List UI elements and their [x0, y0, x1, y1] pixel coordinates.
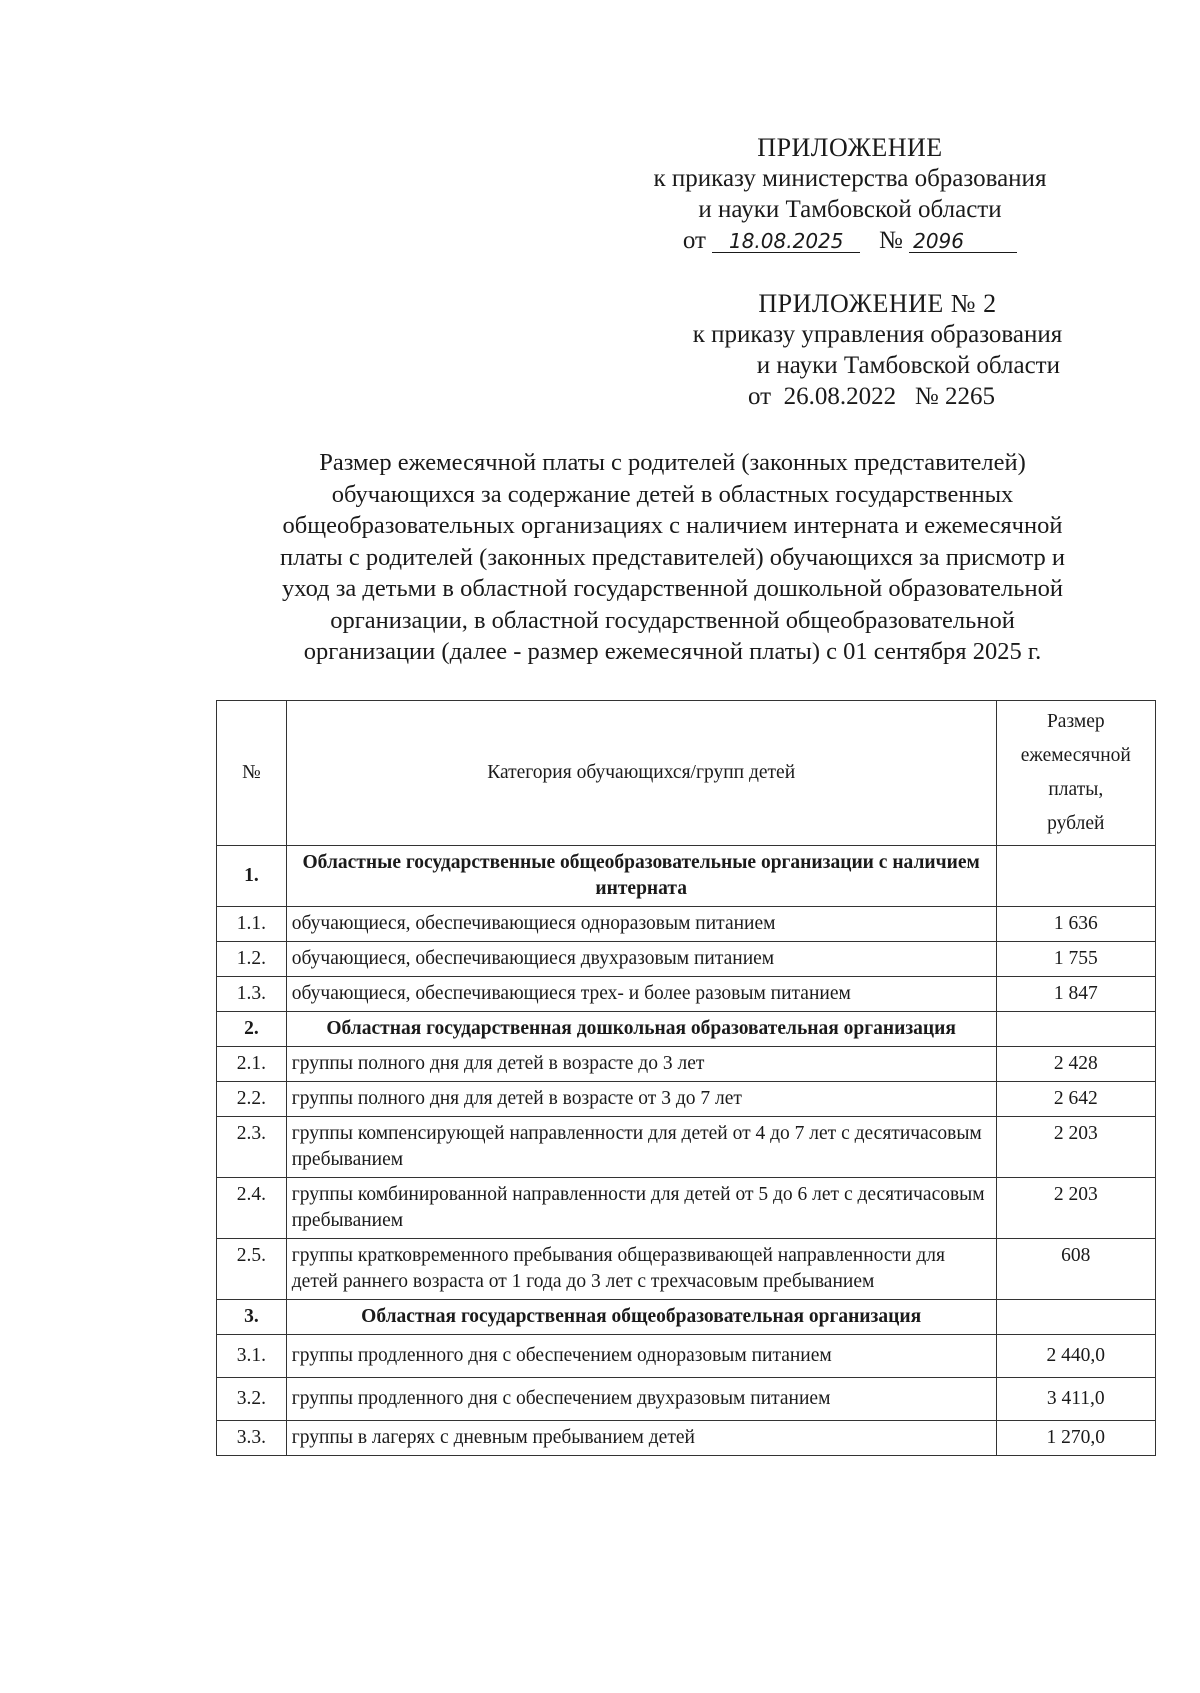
- section-row: [217, 846, 1156, 907]
- row-fee: 2 203: [996, 1117, 1155, 1178]
- annex-1-handwritten-number: 2096: [909, 230, 1017, 253]
- row-number: 2.1.: [217, 1047, 287, 1082]
- row-number: 3.1.: [217, 1335, 287, 1378]
- fees-table: [216, 700, 1156, 1456]
- row-fee: 2 428: [996, 1047, 1155, 1082]
- table-row: [217, 1117, 1156, 1178]
- row-fee: 1 847: [996, 977, 1155, 1012]
- document-title-line: обучающихся за содержание детей в областных государственных: [331, 480, 1014, 508]
- row-category: группы полного дня для детей в возрасте от 3 до 7 лет: [286, 1082, 996, 1117]
- row-fee: [996, 1300, 1155, 1335]
- table-row: [217, 1178, 1156, 1239]
- row-category: обучающиеся, обеспечивающиеся двухразовым питанием: [286, 942, 996, 977]
- row-category: обучающиеся, обеспечивающиеся одноразовым питанием: [286, 907, 996, 942]
- row-number: 3.: [217, 1300, 287, 1335]
- row-fee: 2 203: [996, 1178, 1155, 1239]
- row-number: 2.2.: [217, 1082, 287, 1117]
- document-title-line: общеобразовательных организациях с наличием интерната и ежемесячной: [282, 512, 1063, 539]
- header-fee-line: ежемесячной: [1020, 745, 1131, 766]
- annex-2-header: [690, 288, 1065, 412]
- document-title-line: платы с родителей (законных представителей) обучающихся за присмотр и: [280, 543, 1065, 571]
- table-row: [217, 1421, 1156, 1456]
- row-number: 2.5.: [217, 1239, 287, 1300]
- table-row: [217, 907, 1156, 942]
- annex-1-handwritten-date: 18.08.2025: [712, 230, 860, 253]
- document-title-line: организации, в областной государственной общеобразовательной: [330, 606, 1015, 634]
- annex-1-date-prefix: от: [682, 227, 706, 254]
- section-row: [217, 1300, 1156, 1335]
- annex-2-line-2: и науки Тамбовской области: [756, 352, 1060, 379]
- header-fee-line: платы,: [1048, 779, 1104, 800]
- row-fee: 2 440,0: [996, 1335, 1155, 1378]
- row-category: Областные государственные общеобразовательные организации с наличием интерната: [286, 846, 996, 907]
- header-number: №: [217, 701, 287, 846]
- row-category: группы компенсирующей направленности для детей от 4 до 7 лет с десятичасовым пребыванием: [286, 1117, 996, 1178]
- header-fee-line: рублей: [1047, 813, 1105, 834]
- document-title-line: Размер ежемесячной платы с родителей (законных представителей): [319, 449, 1026, 476]
- row-category: группы комбинированной направленности для детей от 5 до 6 лет с десятичасовым пребыванием: [286, 1178, 996, 1239]
- row-number: 1.3.: [217, 977, 287, 1012]
- annex-1-line-2: и науки Тамбовской области: [698, 196, 1002, 223]
- row-fee: [996, 1012, 1155, 1047]
- annex-2-line-3: от 26.08.2022 № 2265: [748, 383, 995, 410]
- row-category: обучающиеся, обеспечивающиеся трех- и более разовым питанием: [286, 977, 996, 1012]
- row-category: группы полного дня для детей в возрасте до 3 лет: [286, 1047, 996, 1082]
- table-row: [217, 1378, 1156, 1421]
- row-category: Областная государственная дошкольная образовательная организация: [286, 1012, 996, 1047]
- table-row: [217, 942, 1156, 977]
- row-category: Областная государственная общеобразовательная организация: [286, 1300, 996, 1335]
- section-row: [217, 1012, 1156, 1047]
- header-category: Категория обучающихся/групп детей: [286, 701, 996, 846]
- table-header-row: [217, 701, 1156, 846]
- row-number: 2.4.: [217, 1178, 287, 1239]
- annex-1-title: ПРИЛОЖЕНИЕ: [757, 133, 943, 162]
- row-category: группы в лагерях с дневным пребыванием детей: [286, 1421, 996, 1456]
- table-row: [217, 1239, 1156, 1300]
- table-row: [217, 1082, 1156, 1117]
- row-number: 2.3.: [217, 1117, 287, 1178]
- row-fee: 1 270,0: [996, 1421, 1155, 1456]
- row-number: 1.2.: [217, 942, 287, 977]
- annex-2-line-1: к приказу управления образования: [692, 321, 1063, 348]
- row-number: 2.: [217, 1012, 287, 1047]
- header-fee-line: Размер: [1046, 711, 1105, 732]
- row-fee: 1 636: [996, 907, 1155, 942]
- row-number: 1.: [217, 846, 287, 907]
- row-fee: 2 642: [996, 1082, 1155, 1117]
- annex-1-number-prefix: №: [879, 227, 903, 254]
- table-row: [217, 1335, 1156, 1378]
- document-title-line: уход за детьми в областной государственной дошкольной образовательной: [282, 575, 1063, 602]
- row-fee: 3 411,0: [996, 1378, 1155, 1421]
- table-row: [217, 977, 1156, 1012]
- row-fee: 608: [996, 1239, 1155, 1300]
- row-fee: 1 755: [996, 942, 1155, 977]
- row-category: группы кратковременного пребывания общеразвивающей направленности для детей раннего возраста от 1 года до 3 лет с трехчасовым пребыванием: [286, 1239, 996, 1300]
- row-number: 3.3.: [217, 1421, 287, 1456]
- row-category: группы продленного дня с обеспечением одноразовым питанием: [286, 1335, 996, 1378]
- row-fee: [996, 846, 1155, 907]
- annex-2-title: ПРИЛОЖЕНИЕ № 2: [758, 289, 997, 318]
- document-title-line: организации (далее - размер ежемесячной платы) с 01 сентября 2025 г.: [303, 638, 1042, 665]
- row-category: группы продленного дня с обеспечением двухразовым питанием: [286, 1378, 996, 1421]
- table-row: [217, 1047, 1156, 1082]
- annex-1-line-1: к приказу министерства образования: [653, 165, 1047, 192]
- annex-1-header: [640, 132, 1060, 256]
- document-title: [205, 447, 1140, 668]
- row-number: 3.2.: [217, 1378, 287, 1421]
- row-number: 1.1.: [217, 907, 287, 942]
- annex-1-date-line: [640, 225, 1060, 256]
- header-fee: [996, 701, 1155, 846]
